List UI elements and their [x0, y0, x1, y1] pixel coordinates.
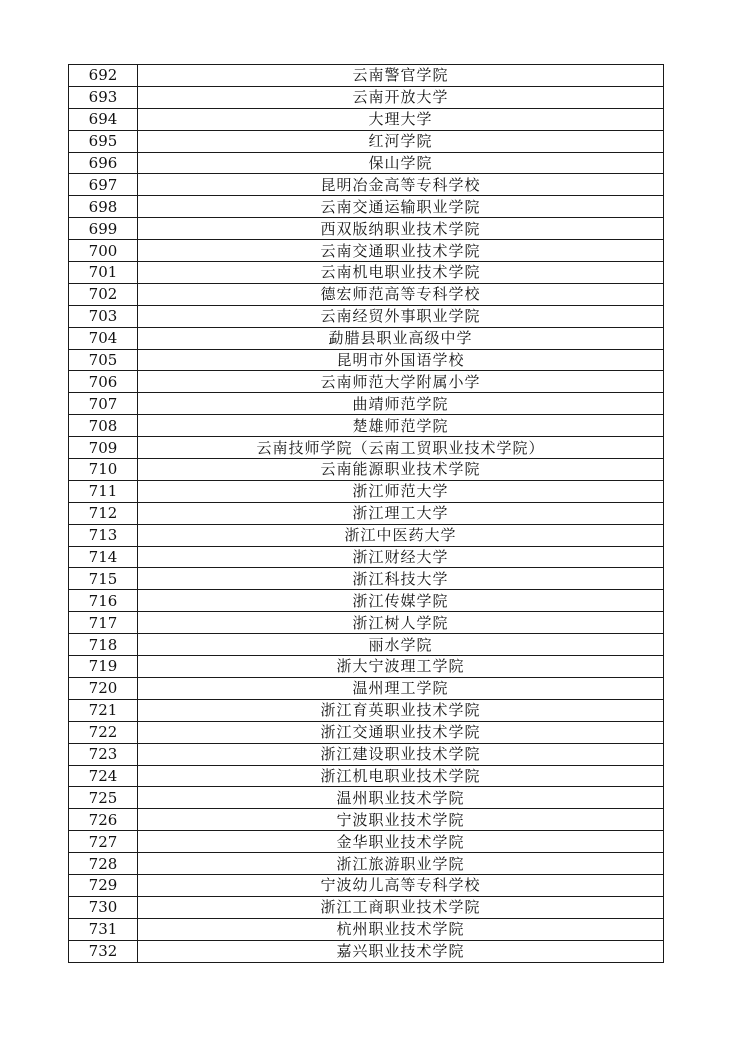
row-number-cell: 697 — [69, 174, 138, 196]
institution-name-cell: 大理大学 — [138, 108, 664, 130]
institution-name-cell: 浙江机电职业技术学院 — [138, 765, 664, 787]
row-number-cell: 724 — [69, 765, 138, 787]
table-row — [69, 86, 664, 108]
table-row — [69, 218, 664, 240]
institution-name-cell: 宁波职业技术学院 — [138, 809, 664, 831]
table-row — [69, 305, 664, 327]
institution-name-cell: 浙江师范大学 — [138, 480, 664, 502]
institution-table — [68, 64, 664, 963]
row-number-cell: 704 — [69, 327, 138, 349]
table-row — [69, 940, 664, 962]
institution-name-cell: 楚雄师范学院 — [138, 415, 664, 437]
institution-name-cell: 浙江工商职业技术学院 — [138, 896, 664, 918]
institution-name-cell: 昆明市外国语学校 — [138, 349, 664, 371]
institution-name-cell: 温州理工学院 — [138, 677, 664, 699]
row-number-cell: 701 — [69, 262, 138, 284]
table-row — [69, 831, 664, 853]
row-number-cell: 694 — [69, 108, 138, 130]
table-row — [69, 809, 664, 831]
table-row — [69, 130, 664, 152]
row-number-cell: 702 — [69, 283, 138, 305]
institution-name-cell: 浙江中医药大学 — [138, 524, 664, 546]
institution-name-cell: 金华职业技术学院 — [138, 831, 664, 853]
row-number-cell: 696 — [69, 152, 138, 174]
institution-name-cell: 浙江交通职业技术学院 — [138, 721, 664, 743]
row-number-cell: 727 — [69, 831, 138, 853]
table-row — [69, 765, 664, 787]
row-number-cell: 729 — [69, 874, 138, 896]
row-number-cell: 708 — [69, 415, 138, 437]
row-number-cell: 698 — [69, 196, 138, 218]
row-number-cell: 732 — [69, 940, 138, 962]
institution-name-cell: 云南警官学院 — [138, 65, 664, 87]
table-row — [69, 152, 664, 174]
table-row — [69, 874, 664, 896]
row-number-cell: 705 — [69, 349, 138, 371]
row-number-cell: 693 — [69, 86, 138, 108]
table-row — [69, 546, 664, 568]
row-number-cell: 728 — [69, 853, 138, 875]
row-number-cell: 714 — [69, 546, 138, 568]
row-number-cell: 692 — [69, 65, 138, 87]
institution-name-cell: 云南交通运输职业学院 — [138, 196, 664, 218]
row-number-cell: 715 — [69, 568, 138, 590]
table-row — [69, 283, 664, 305]
table-row — [69, 568, 664, 590]
row-number-cell: 731 — [69, 918, 138, 940]
institution-name-cell: 嘉兴职业技术学院 — [138, 940, 664, 962]
institution-name-cell: 浙江建设职业技术学院 — [138, 743, 664, 765]
institution-name-cell: 曲靖师范学院 — [138, 393, 664, 415]
row-number-cell: 717 — [69, 612, 138, 634]
row-number-cell: 719 — [69, 656, 138, 678]
institution-name-cell: 云南师范大学附属小学 — [138, 371, 664, 393]
institution-name-cell: 云南交通职业技术学院 — [138, 240, 664, 262]
institution-name-cell: 云南开放大学 — [138, 86, 664, 108]
institution-name-cell: 杭州职业技术学院 — [138, 918, 664, 940]
row-number-cell: 699 — [69, 218, 138, 240]
table-row — [69, 677, 664, 699]
table-row — [69, 590, 664, 612]
institution-name-cell: 温州职业技术学院 — [138, 787, 664, 809]
institution-name-cell: 昆明冶金高等专科学校 — [138, 174, 664, 196]
institution-name-cell: 浙江财经大学 — [138, 546, 664, 568]
table-row — [69, 918, 664, 940]
table-row — [69, 743, 664, 765]
institution-name-cell: 浙江科技大学 — [138, 568, 664, 590]
row-number-cell: 716 — [69, 590, 138, 612]
row-number-cell: 722 — [69, 721, 138, 743]
row-number-cell: 707 — [69, 393, 138, 415]
table-row — [69, 240, 664, 262]
row-number-cell: 718 — [69, 634, 138, 656]
institution-name-cell: 浙江旅游职业学院 — [138, 853, 664, 875]
table-row — [69, 415, 664, 437]
table-row — [69, 349, 664, 371]
institution-name-cell: 浙江育英职业技术学院 — [138, 699, 664, 721]
table-row — [69, 853, 664, 875]
institution-name-cell: 浙江传媒学院 — [138, 590, 664, 612]
table-row — [69, 262, 664, 284]
row-number-cell: 730 — [69, 896, 138, 918]
institution-name-cell: 保山学院 — [138, 152, 664, 174]
table-body — [69, 65, 664, 963]
institution-name-cell: 勐腊县职业高级中学 — [138, 327, 664, 349]
row-number-cell: 710 — [69, 459, 138, 481]
table-row — [69, 327, 664, 349]
institution-name-cell: 浙江树人学院 — [138, 612, 664, 634]
table-row — [69, 108, 664, 130]
table-row — [69, 174, 664, 196]
row-number-cell: 709 — [69, 437, 138, 459]
table-row — [69, 480, 664, 502]
table-row — [69, 65, 664, 87]
institution-name-cell: 红河学院 — [138, 130, 664, 152]
row-number-cell: 725 — [69, 787, 138, 809]
table-row — [69, 502, 664, 524]
table-row — [69, 721, 664, 743]
institution-name-cell: 浙江理工大学 — [138, 502, 664, 524]
row-number-cell: 711 — [69, 480, 138, 502]
table-row — [69, 393, 664, 415]
institution-name-cell: 云南经贸外事职业学院 — [138, 305, 664, 327]
institution-name-cell: 丽水学院 — [138, 634, 664, 656]
row-number-cell: 706 — [69, 371, 138, 393]
institution-name-cell: 云南技师学院（云南工贸职业技术学院） — [138, 437, 664, 459]
row-number-cell: 713 — [69, 524, 138, 546]
table-row — [69, 524, 664, 546]
institution-name-cell: 西双版纳职业技术学院 — [138, 218, 664, 240]
institution-name-cell: 德宏师范高等专科学校 — [138, 283, 664, 305]
table-row — [69, 896, 664, 918]
table-row — [69, 634, 664, 656]
table-row — [69, 699, 664, 721]
table-row — [69, 787, 664, 809]
table-row — [69, 459, 664, 481]
table-row — [69, 437, 664, 459]
institution-name-cell: 云南能源职业技术学院 — [138, 459, 664, 481]
row-number-cell: 726 — [69, 809, 138, 831]
row-number-cell: 695 — [69, 130, 138, 152]
row-number-cell: 700 — [69, 240, 138, 262]
table-row — [69, 612, 664, 634]
table-row — [69, 196, 664, 218]
row-number-cell: 712 — [69, 502, 138, 524]
table-row — [69, 371, 664, 393]
row-number-cell: 721 — [69, 699, 138, 721]
row-number-cell: 703 — [69, 305, 138, 327]
row-number-cell: 720 — [69, 677, 138, 699]
table-row — [69, 656, 664, 678]
institution-name-cell: 云南机电职业技术学院 — [138, 262, 664, 284]
institution-name-cell: 浙大宁波理工学院 — [138, 656, 664, 678]
row-number-cell: 723 — [69, 743, 138, 765]
institution-name-cell: 宁波幼儿高等专科学校 — [138, 874, 664, 896]
